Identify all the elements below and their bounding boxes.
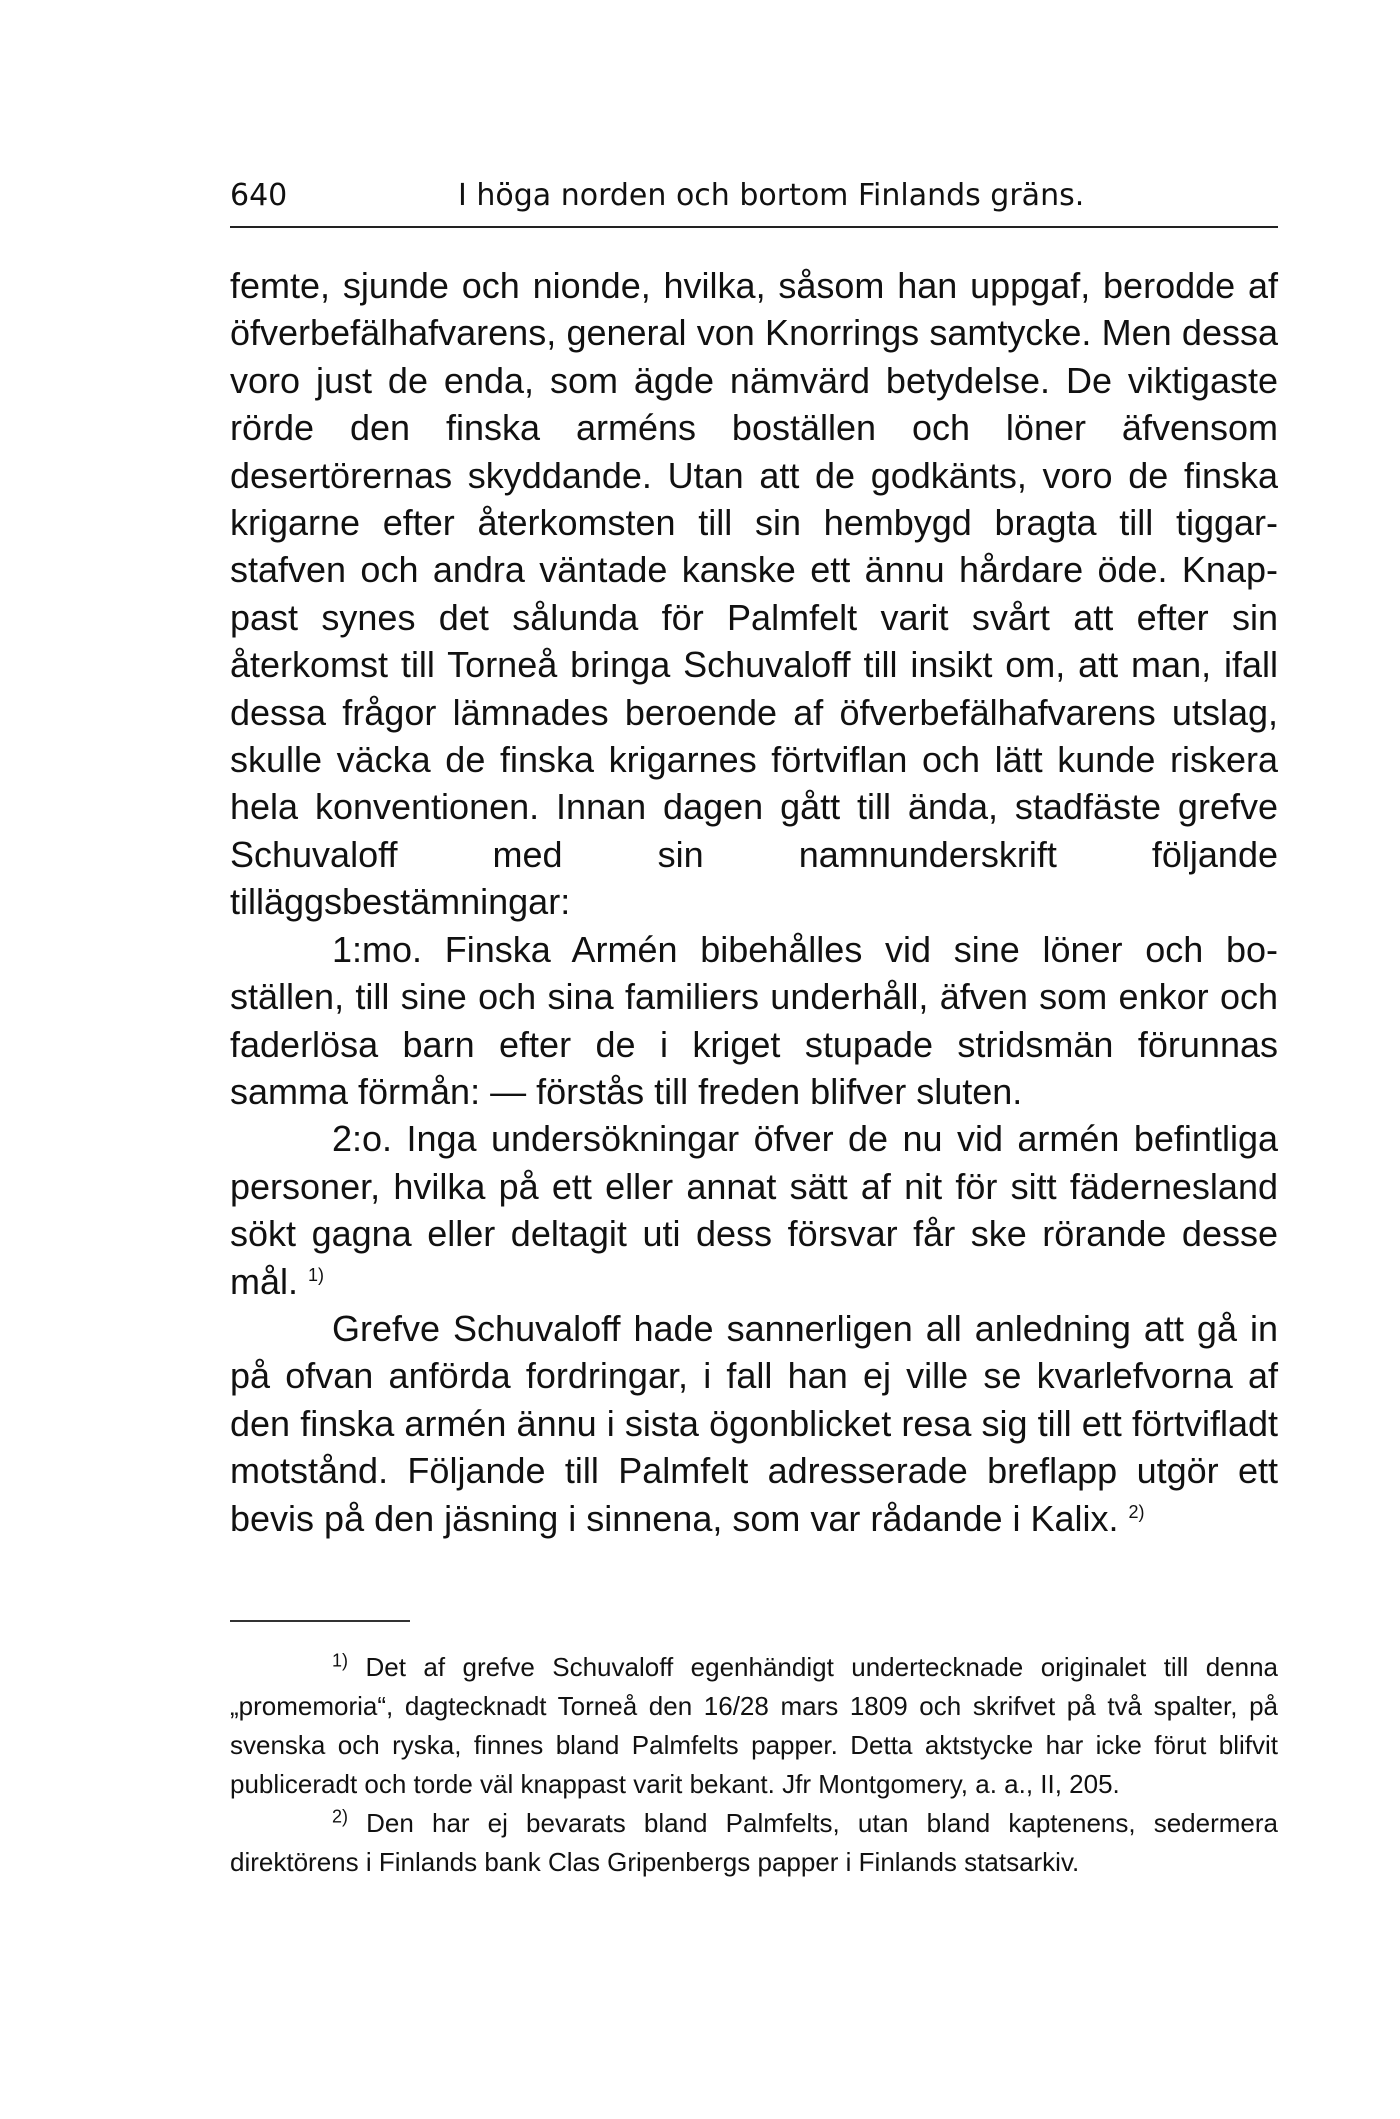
- footnote-rule: [230, 1620, 410, 1622]
- paragraph-4: [230, 1305, 1278, 1542]
- paragraph-3-text: 2:o. Inga undersökningar öfver de nu vid armén befintliga personer, hvilka på ett eller annat sätt af nit för sitt fädernesland sökt gagna eller deltagit uti dess försvar får ske rörande desse mål.: [230, 1118, 1278, 1302]
- footnote-1-text: Det af grefve Schuvaloff egenhändigt undertecknade originalet till denna „promemoria“, dagtecknadt Torneå den 16/28 mars 1809 och skrifvet på två spalter, på svenska och ryska, finnes bland Palmfelts papper. Detta aktstycke har icke förut blifvit publiceradt och torde väl knappast varit bekant. Jfr Montgomery, a. a., II, 205.: [230, 1652, 1278, 1799]
- footnote-2-text: Den har ej bevarats bland Palmfelts, utan bland kaptenens, sedermera direktörens i Finlands bank Clas Gripenbergs papper i Finlands statsarkiv.: [230, 1808, 1278, 1877]
- running-title: I höga norden och bortom Finlands gräns.: [458, 178, 1085, 213]
- paragraph-2: 1:mo. Finska Armén bibehålles vid sine löner och boställen, till sine och sina familiers underhåll, äfven som enkor och faderlösa barn efter de i kriget stupade stridsmän förunnas samma förmån: — förstås till freden blifver sluten.: [230, 928, 1278, 1112]
- paragraph-1: femte, sjunde och nionde, hvilka, såsom han uppgaf, berodde af öfverbefälhafvarens, general von Knorrings samtycke. Men dessa voro just de enda, som ägde nämvärd betydelse. De viktigaste rörde den finska arméns boställen och löner äfvensom desertörernas skyddande. Utan att de godkänts, voro de finska krigarne efter återkomsten till sin hembygd bragta till tiggarstafven och andra väntade kanske ett ännu hårdare öde. Knappast synes det sålunda för Palmfelt varit svårt att efter sin återkomst till Torneå bringa Schuvaloff till insikt om, att man, ifall dessa frågor lämnades beroende af öfverbefälhafvarens utslag, skulle väcka de finska krigarnes förtviflan och lätt kunde riskera hela konventionen. Innan dagen gått till ända, stadfäste grefve Schuvaloff med sin namnunderskrift följande tilläggsbestämningar:: [230, 265, 1278, 923]
- footnote-2: [230, 1804, 1278, 1882]
- footnote-ref-2: 2): [1128, 1501, 1145, 1522]
- page-number: 640: [230, 178, 288, 213]
- paragraph-3: [230, 1115, 1278, 1305]
- footnote-1-mark: 1): [332, 1650, 349, 1671]
- body-text: [230, 262, 1278, 1542]
- paragraph-4-text: Grefve Schuvaloff hade sannerligen all anledning att gå in på ofvan anförda fordringar, i fall han ej ville se kvarlefvorna af den finska armén ännu i sista ögonblicket resa sig till ett förtvifladt motstånd. Följande till Palmfelt adresserade breflapp utgör ett bevis på den jäsning i sinnena, som var rådande i Kalix.: [230, 1307, 1278, 1539]
- footnote-2-mark: 2): [332, 1806, 349, 1827]
- footnote-ref-1: 1): [308, 1264, 325, 1285]
- header-rule: [230, 226, 1278, 228]
- footnotes: [230, 1648, 1278, 1882]
- footnote-1: [230, 1648, 1278, 1804]
- page-header: [230, 178, 1278, 222]
